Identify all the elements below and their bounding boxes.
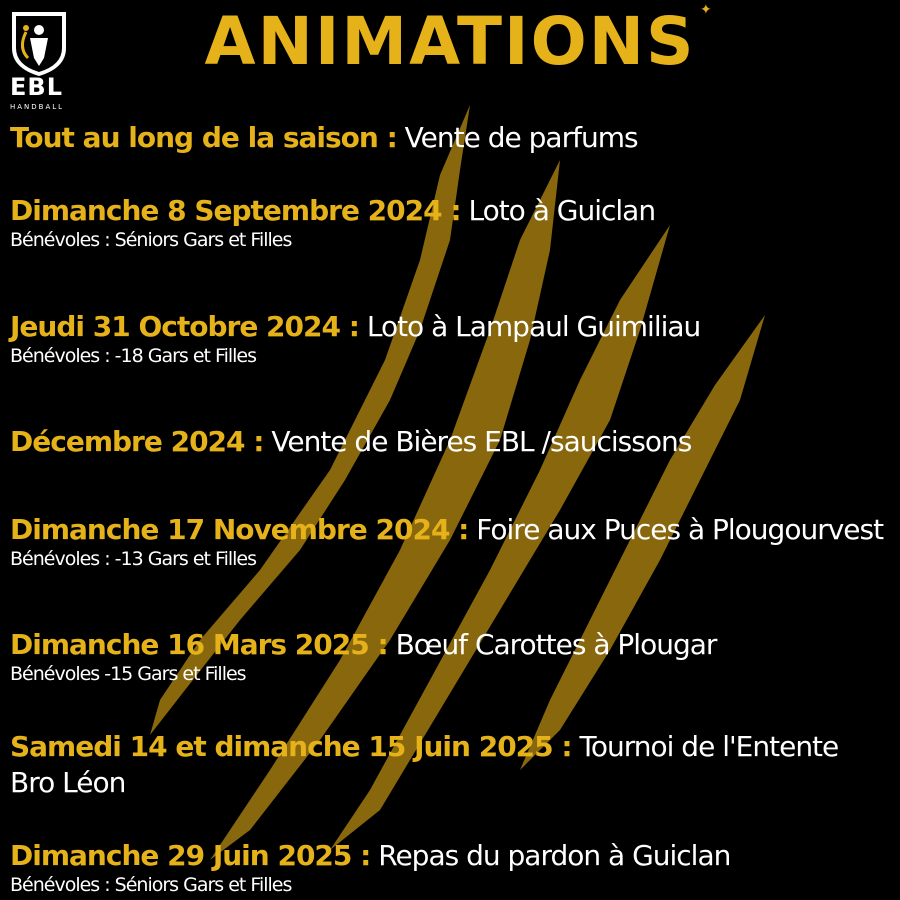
event-volunteers: Bénévoles : Séniors Gars et Filles	[10, 874, 292, 896]
event-item	[10, 193, 890, 251]
event-item	[10, 120, 890, 156]
event-item	[10, 627, 890, 685]
event-date: Samedi 14 et dimanche 15 Juin 2025 :	[10, 730, 572, 763]
event-item	[10, 838, 890, 896]
event-item	[10, 424, 890, 460]
event-description: Repas du pardon à Guiclan	[370, 839, 731, 872]
event-volunteers: Bénévoles : -13 Gars et Filles	[10, 548, 257, 570]
event-date: Jeudi 31 Octobre 2024 :	[10, 310, 359, 343]
event-description: Loto à Guiclan	[460, 194, 656, 227]
event-date: Dimanche 29 Juin 2025 :	[10, 839, 371, 872]
event-description: Foire aux Puces à Plougourvest	[468, 513, 884, 546]
event-item	[10, 729, 860, 801]
logo-name: EBL	[10, 73, 63, 101]
event-description: Tournoi de l'Entente Bro Léon	[10, 730, 839, 799]
event-date: Décembre 2024 :	[10, 425, 264, 458]
event-description: Loto à Lampaul Guimiliau	[358, 310, 701, 343]
page-title: ANIMATIONS	[204, 3, 696, 80]
event-description: Bœuf Carottes à Plougar	[387, 628, 717, 661]
event-description: Vente de Bières EBL /saucissons	[263, 425, 692, 458]
event-volunteers: Bénévoles -15 Gars et Filles	[10, 663, 246, 685]
event-date: Dimanche 16 Mars 2025 :	[10, 628, 388, 661]
event-date: Tout au long de la saison :	[10, 121, 397, 154]
logo-subtitle: HANDBALL	[10, 103, 65, 111]
event-date: Dimanche 17 Novembre 2024 :	[10, 513, 469, 546]
star-icon: ✦	[700, 2, 712, 18]
event-description: Vente de parfums	[396, 121, 638, 154]
event-date: Dimanche 8 Septembre 2024 :	[10, 194, 461, 227]
event-item	[10, 512, 890, 570]
event-item	[10, 309, 890, 367]
event-volunteers: Bénévoles : -18 Gars et Filles	[10, 345, 257, 367]
event-volunteers: Bénévoles : Séniors Gars et Filles	[10, 229, 292, 251]
